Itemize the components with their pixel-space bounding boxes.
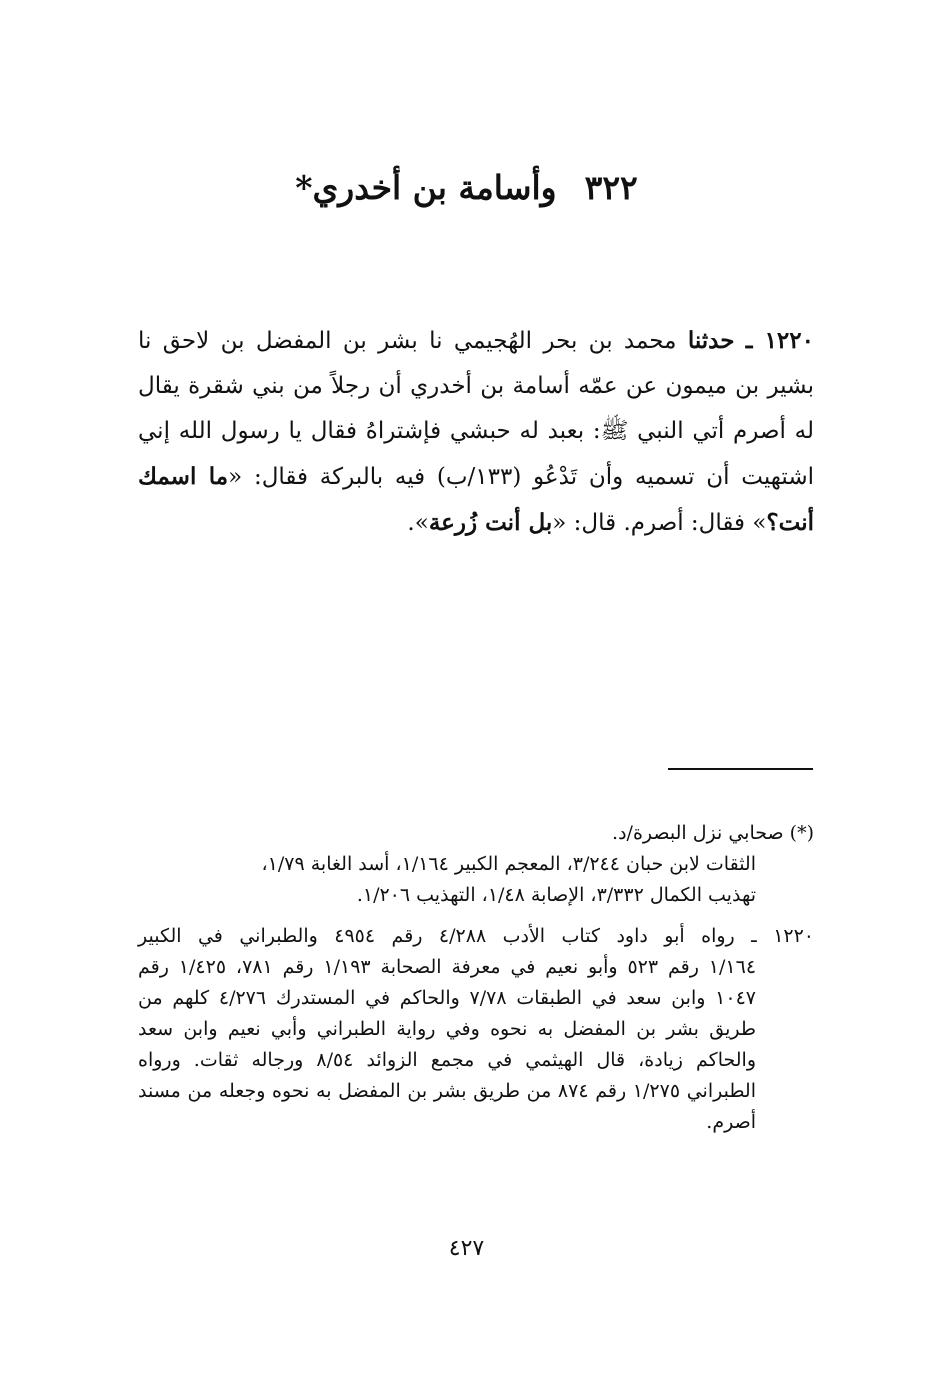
- hadith-quote-question: ما اسمك أنت؟: [138, 463, 814, 536]
- footnote-star-line-2: الثقات لابن حبان ٣/٢٤٤، المعجم الكبير ١/١٦٤، أسد الغابة ١/٧٩،: [261, 853, 756, 875]
- hadith-text-part3: ».: [407, 510, 429, 536]
- footnote-star-line-1: (*) صحابي نزل البصرة/د.: [612, 822, 814, 844]
- hadith-number: ١٢٢٠ ـ: [745, 327, 814, 354]
- chapter-heading: [0, 168, 933, 207]
- footnote-hadith-lead: ١٢٢٠ ـ رواه أبو داود كتاب الأدب ٤/٢٨٨ رقم ٤٩٥٤ والطبراني في الكبير: [138, 925, 815, 947]
- hadith-opening-word: حدثنا: [687, 327, 735, 354]
- chapter-number: ٣٢٢: [584, 168, 638, 207]
- footnote-star: [138, 818, 814, 911]
- hadith-quote-answer: بل أنت زُرعة: [428, 509, 553, 536]
- footnote-hadith-1220: [138, 921, 814, 1138]
- hadith-text-part1: محمد بن بحر الهُجيمي نا بشر بن المفضل بن لاحق نا بشير بن ميمون عن عمّه أسامة بن أخدري أن رجلاً من بني شقرة يقال له أصرم أتي النبي ﷺ: بعبد له حبشي فإشتراهُ فقال يا رسول الله إني اشتهيت أن تسميه وأن تَدْعُو (١٣٣/ب) فيه بالبركة فقال: «: [138, 328, 815, 490]
- footnote-star-line-3: تهذيب الكمال ٣/٣٣٢، الإصابة ١/٤٨، التهذيب ١/٢٠٦.: [356, 884, 756, 906]
- chapter-title-text: وأسامة بن أخدري*: [295, 168, 557, 207]
- hadith-text-part2: » فقال: أصرم. قال: «: [552, 510, 767, 536]
- page-number: ٤٢٧: [448, 1236, 485, 1261]
- footnotes-section: [138, 818, 814, 1138]
- hadith-paragraph: [138, 318, 814, 546]
- footnote-hadith-body: ١/١٦٤ رقم ٥٢٣ وأبو نعيم في معرفة الصحابة ١/١٩٣ رقم ٧٨١، ١/٤٢٥ رقم ١٠٤٧ وابن سعد في الطبقات ٧/٧٨ والحاكم في المستدرك ٤/٢٧٦ كلهم من طريق بشر بن المفضل به نحوه وفي رواية الطبراني وأبي نعيم وابن سعد والحاكم زيادة، قال الهيثمي في مجمع الزوائد ٨/٥٤ ورجاله ثقات. ورواه الطبراني ١/٢٧٥ رقم ٨٧٤ من طريق بشر بن المفضل به نحوه وجعله من مسند أصرم.: [138, 956, 757, 1133]
- footnote-separator: [668, 768, 813, 770]
